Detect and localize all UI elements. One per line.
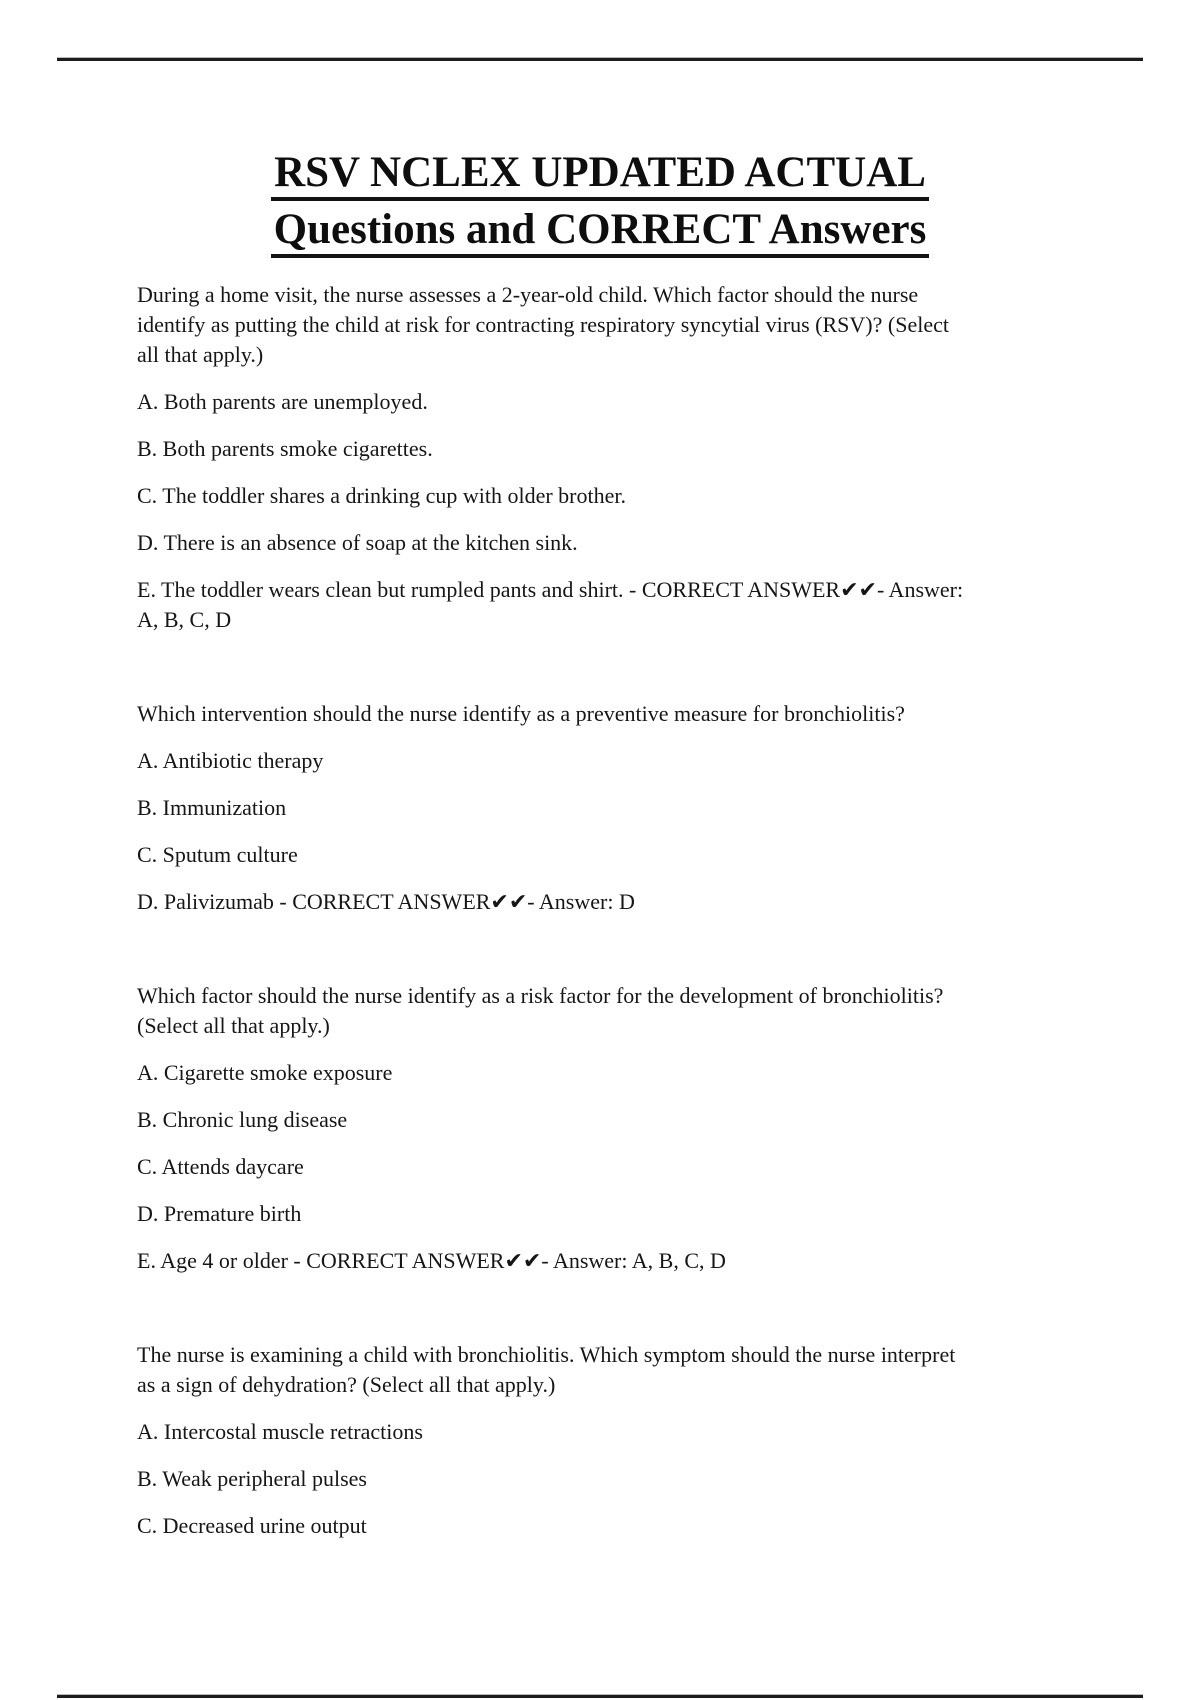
- question-stem: [137, 280, 1069, 370]
- stem-line: (Select all that apply.): [137, 1013, 330, 1038]
- correct-answer-option: [137, 575, 1069, 635]
- answer-option: [137, 481, 1069, 511]
- paragraph-spacer: [137, 934, 1069, 964]
- document-title-line2-text: Questions and CORRECT Answers: [271, 206, 930, 258]
- answer-option: [137, 1464, 1069, 1494]
- option-line: B. Both parents smoke cigarettes.: [137, 436, 433, 461]
- correct-answer-option: [137, 1246, 1069, 1276]
- option-line: D. Premature birth: [137, 1201, 302, 1226]
- option-line: C. Attends daycare: [137, 1154, 304, 1179]
- option-line: B. Weak peripheral pulses: [137, 1466, 367, 1491]
- document-title-line2: [135, 201, 1065, 258]
- option-line: C. Decreased urine output: [137, 1513, 367, 1538]
- paragraph-spacer: [137, 1293, 1069, 1323]
- stem-line: The nurse is examining a child with bronchiolitis. Which symptom should the nurse interpret: [137, 1342, 956, 1367]
- answer-option: [137, 1058, 1069, 1088]
- stem-line: all that apply.): [137, 342, 264, 367]
- option-line: D. Palivizumab - CORRECT ANSWER✔✔- Answer: D: [137, 889, 635, 914]
- option-line: A. Both parents are unemployed.: [137, 389, 428, 414]
- paragraph-spacer: [137, 652, 1069, 682]
- stem-line: Which factor should the nurse identify as a risk factor for the development of bronchiolitis?: [137, 983, 944, 1008]
- answer-option: [137, 793, 1069, 823]
- option-line: A. Antibiotic therapy: [137, 748, 324, 773]
- option-line: B. Immunization: [137, 795, 287, 820]
- correct-answer-option: [137, 887, 1069, 917]
- option-line: A. Cigarette smoke exposure: [137, 1060, 393, 1085]
- page-top-rule: [57, 58, 1143, 61]
- document-body: [137, 280, 1069, 1558]
- option-line: E. The toddler wears clean but rumpled pants and shirt. - CORRECT ANSWER✔✔- Answer:: [137, 577, 964, 602]
- document-title: [135, 144, 1065, 258]
- answer-option: [137, 1417, 1069, 1447]
- option-line: C. The toddler shares a drinking cup with older brother.: [137, 483, 626, 508]
- question-stem: [137, 1340, 1069, 1400]
- answer-option: [137, 387, 1069, 417]
- answer-option: [137, 840, 1069, 870]
- document-title-line1-text: RSV NCLEX UPDATED ACTUAL: [271, 149, 929, 201]
- stem-line: identify as putting the child at risk for contracting respiratory syncytial virus (RSV)? (Select: [137, 312, 949, 337]
- question-stem: [137, 981, 1069, 1041]
- option-line: B. Chronic lung disease: [137, 1107, 348, 1132]
- answer-option: [137, 1105, 1069, 1135]
- stem-line: Which intervention should the nurse identify as a preventive measure for bronchiolitis?: [137, 701, 905, 726]
- answer-option: [137, 528, 1069, 558]
- answer-option: [137, 434, 1069, 464]
- answer-option: [137, 746, 1069, 776]
- option-line: A, B, C, D: [137, 607, 232, 632]
- option-line: A. Intercostal muscle retractions: [137, 1419, 423, 1444]
- option-line: D. There is an absence of soap at the kitchen sink.: [137, 530, 578, 555]
- answer-option: [137, 1199, 1069, 1229]
- stem-line: as a sign of dehydration? (Select all that apply.): [137, 1372, 556, 1397]
- answer-option: [137, 1152, 1069, 1182]
- answer-option: [137, 1511, 1069, 1541]
- question-stem: [137, 699, 1069, 729]
- option-line: C. Sputum culture: [137, 842, 298, 867]
- stem-line: During a home visit, the nurse assesses a 2-year-old child. Which factor should the nurse: [137, 282, 919, 307]
- page-bottom-rule: [57, 1695, 1143, 1698]
- document-title-line1: [135, 144, 1065, 201]
- option-line: E. Age 4 or older - CORRECT ANSWER✔✔- Answer: A, B, C, D: [137, 1248, 726, 1273]
